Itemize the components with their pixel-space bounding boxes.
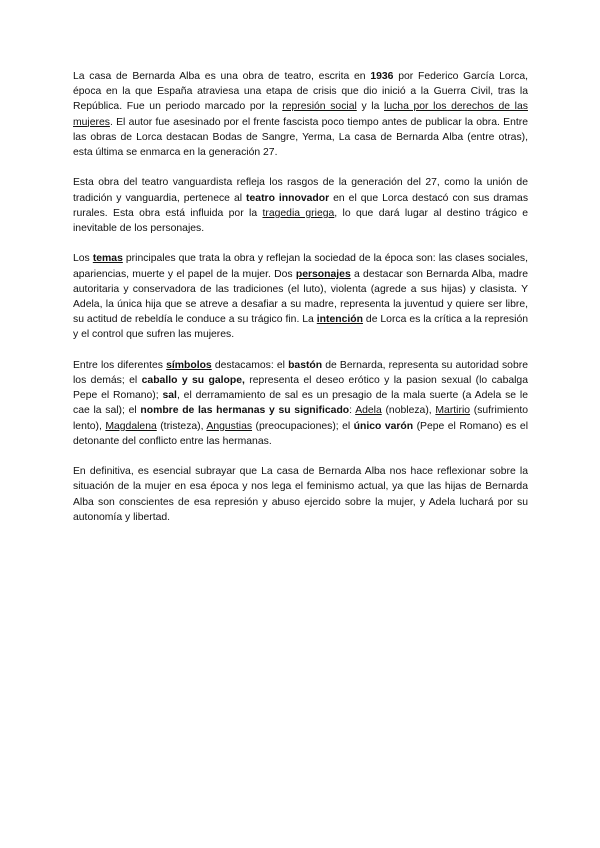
paragraph-1 bbox=[73, 69, 528, 160]
text-segment: y la bbox=[356, 101, 385, 113]
text-segment: personajes bbox=[295, 268, 351, 280]
text-segment: de Lorca es la crítica a la represión y el control que sufren las mujeres. bbox=[73, 314, 528, 341]
text-segment: principales que trata la obra y reflejan la sociedad de la época son: las clases sociales, apariencias, muerte y el papel de la mujer. Dos bbox=[73, 253, 528, 280]
text-segment: intención bbox=[316, 314, 363, 326]
text-segment: Martirio bbox=[435, 405, 471, 417]
text-segment: teatro innovador bbox=[246, 192, 330, 204]
text-segment: , lo que dará lugar al destino trágico e inevitable de los personajes. bbox=[73, 207, 528, 235]
text-segment: Los bbox=[73, 253, 93, 265]
text-segment: de Bernarda, representa su autoridad sobre los demás; el bbox=[73, 359, 528, 387]
text-segment: símbolos bbox=[166, 359, 212, 371]
text-segment: caballo y su galope, bbox=[141, 375, 245, 387]
paragraph-4 bbox=[73, 358, 528, 449]
text-segment: destacamos: el bbox=[211, 359, 289, 371]
paragraph-3 bbox=[73, 251, 528, 342]
text-segment: . El autor fue asesinado por el frente fascista poco tiempo antes de publicar la obra. Entre las obras de Lorca destacan Bodas de Sangre, Yerma, La casa de Bernarda Alba (entre otras), esta última se enmarca en la generación 27. bbox=[73, 116, 528, 159]
text-segment: por Federico García Lorca, época en la que España atraviesa una etapa de crisis que dio inició a la Guerra Civil, tras la República. Fue un periodo marcado por la bbox=[73, 71, 528, 113]
text-segment: único varón bbox=[353, 420, 414, 432]
text-segment: a destacar son Bernarda Alba, madre autoritaria y conservadora de las tradiciones (el luto), violenta (agrede a sus hijas) y clasista. Y Adela, la única hija que se atreve a desafiar a su madre, representa la juventud y quiere ser libre, su actitud de rebeldía le conduce a su trágico fin. La bbox=[73, 268, 528, 326]
document-body bbox=[73, 69, 528, 540]
text-segment: , el derramamiento de sal es un presagio de la mala suerte (a Adela se le cae la sal); el bbox=[73, 390, 528, 417]
text-segment: (Pepe el Romano) es el detonante del conflicto entre las hermanas. bbox=[73, 420, 529, 447]
text-segment: en el que Lorca destacó con sus dramas rurales. Esta obra está influida por la bbox=[73, 192, 529, 219]
text-segment: Entre los diferentes bbox=[73, 359, 167, 371]
text-segment: 1936 bbox=[370, 71, 394, 82]
text-segment: temas bbox=[92, 253, 123, 265]
text-segment: (preocupaciones); el bbox=[252, 420, 354, 432]
text-segment: (sufrimiento lento), bbox=[73, 405, 529, 432]
text-segment: Esta obra del teatro vanguardista refleja los rasgos de la generación del 27, como la unión de tradición y vanguardia, pertenece al bbox=[73, 177, 528, 204]
text-segment: nombre de las hermanas y su significado bbox=[140, 405, 350, 417]
paragraph-5 bbox=[73, 464, 528, 525]
text-segment: (nobleza), bbox=[381, 405, 436, 417]
paragraph-2 bbox=[73, 175, 528, 236]
text-segment: lucha por los derechos de las mujeres bbox=[73, 101, 528, 128]
text-segment: bastón bbox=[288, 359, 323, 371]
text-segment: Angustias bbox=[206, 420, 253, 432]
text-segment: represión social bbox=[282, 101, 357, 113]
text-segment: Adela bbox=[355, 405, 382, 417]
text-segment: representa el deseo erótico y la pasion sexual (lo cabalga Pepe el Romano); bbox=[73, 375, 528, 402]
text-segment: tragedia griega bbox=[262, 207, 335, 219]
text-segment: Magdalena bbox=[105, 420, 157, 432]
text-segment: En definitiva, es esencial subrayar que La casa de Bernarda Alba nos hace reflexionar sobre la situación de la mujer en esa época y nos lega el feminismo actual, ya que las hijas de Bernarda Alba son conscientes de esa represión y abuso ejercido sobre la mujer, y Adela luchará por su autonomía y libertad. bbox=[73, 466, 528, 523]
text-segment: sal bbox=[162, 390, 177, 402]
text-segment: : bbox=[349, 405, 356, 417]
text-segment: La casa de Bernarda Alba es una obra de teatro, escrita en bbox=[73, 71, 371, 82]
text-segment: (tristeza), bbox=[156, 420, 207, 432]
